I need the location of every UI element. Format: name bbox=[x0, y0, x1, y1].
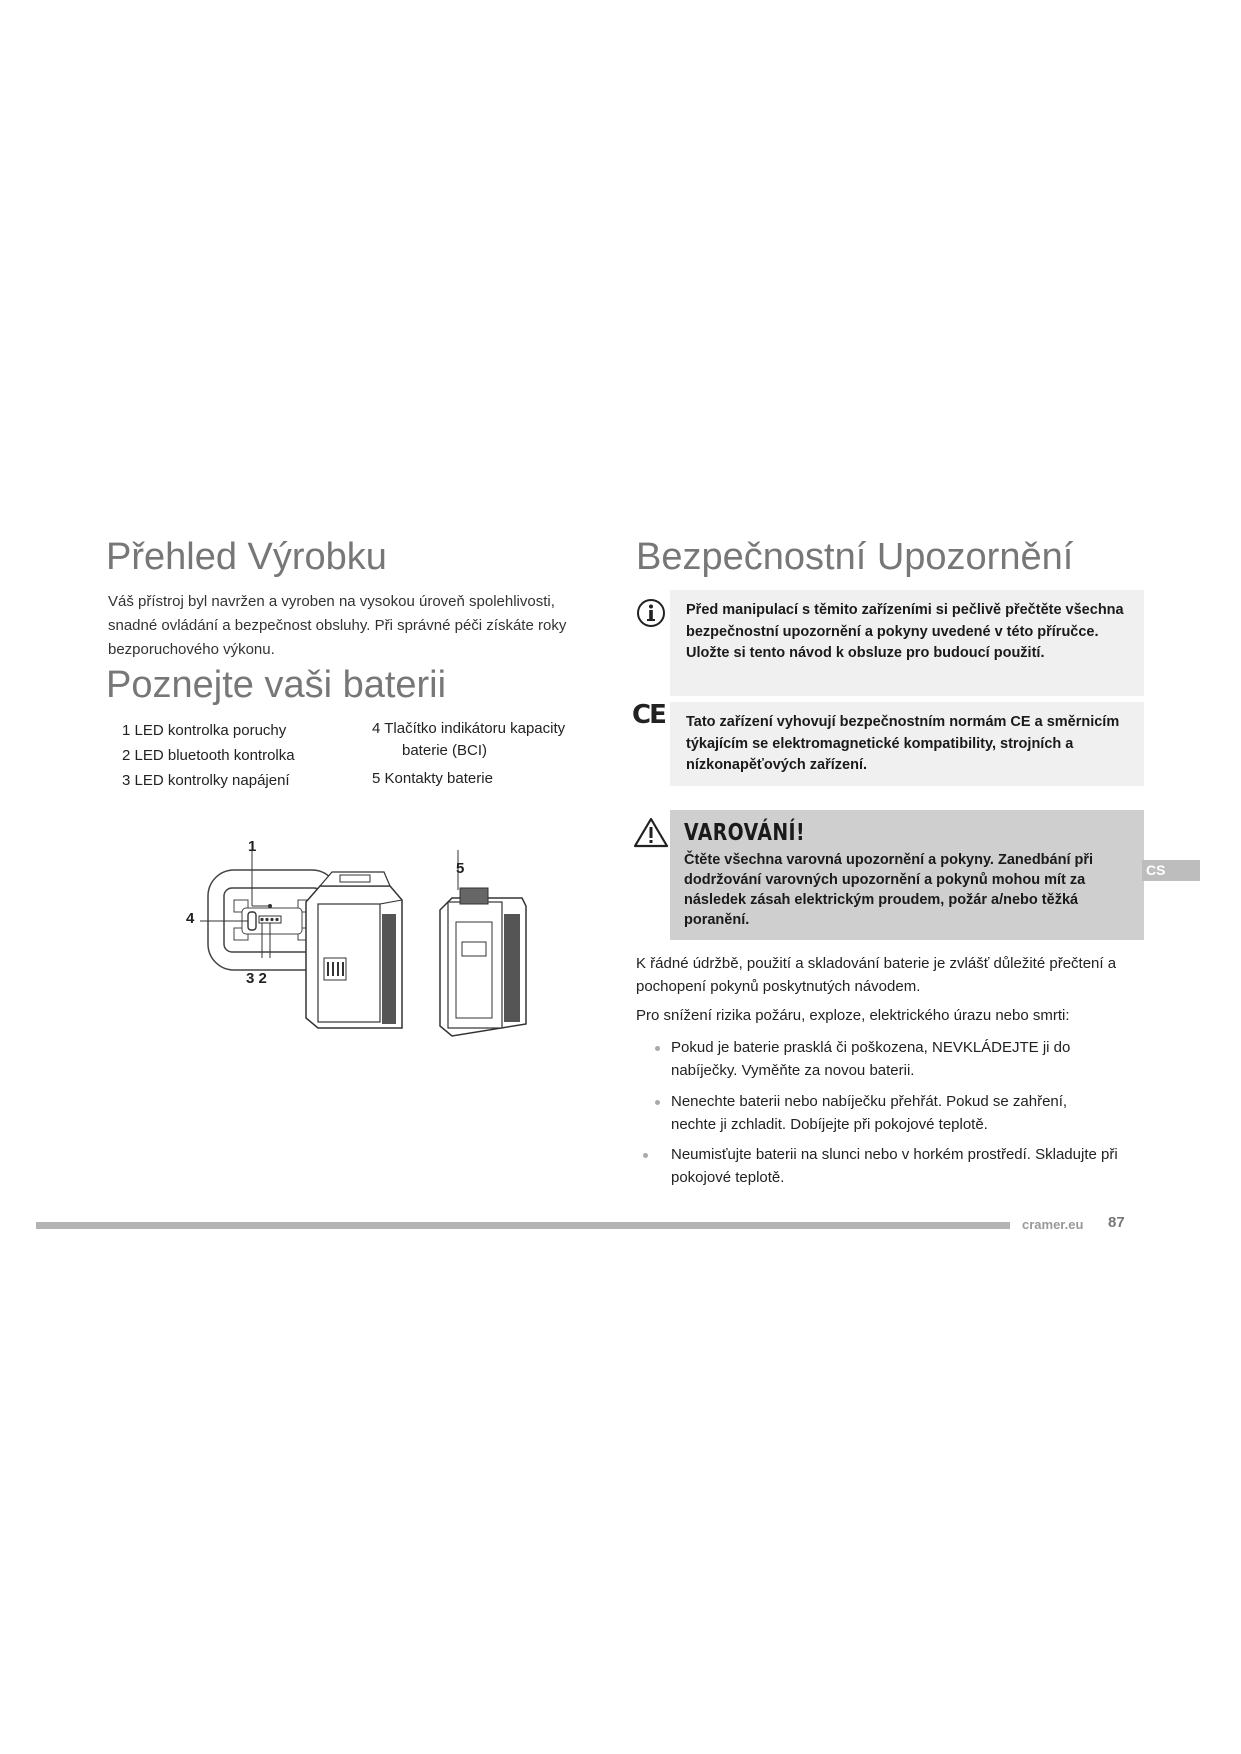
ce-mark-icon: CE bbox=[632, 700, 665, 730]
battery-illustration bbox=[170, 830, 550, 1060]
part-item: 3 LED kontrolky napájení bbox=[122, 772, 290, 789]
notice-read-instructions: Před manipulací s těmito zařízeními si pečlivě přečtěte všechna bezpečnostní upozornění a pokyny uvedené v této příručce. Uložte si tento návod k obsluze pro budoucí použití. bbox=[670, 590, 1144, 696]
intro-text: Váš přístroj byl navržen a vyroben na vysokou úroveň spolehlivosti, snadné ovládání a bezpečnost obsluhy. Při správné péči získáte roky bezporuchového výkonu. bbox=[108, 593, 567, 658]
title-safety-notices: Bezpečnostní Upozornění bbox=[636, 536, 1074, 578]
page-number: 87 bbox=[1108, 1214, 1125, 1231]
figure-label-4: 4 bbox=[186, 910, 195, 927]
parts-list-col1 bbox=[122, 718, 295, 793]
part-item: 4 Tlačítko indikátoru kapacity bbox=[372, 720, 566, 737]
warning-text: Čtěte všechna varovná upozornění a pokyny. Zanedbání při dodržování varovných upozornění a pokynů mohou mít za následek zásah elektrickým proudem, požár a/nebo těžká poranění. bbox=[684, 852, 1094, 928]
title-product-overview: Přehled Výrobku bbox=[106, 536, 387, 578]
bullet-dot bbox=[655, 1046, 660, 1051]
part-item: 2 LED bluetooth kontrolka bbox=[122, 747, 295, 764]
title-know-battery: Poznejte vaši baterii bbox=[106, 664, 447, 706]
warning-title: VAROVÁNÍ! bbox=[684, 820, 805, 846]
part-item-cont: baterie (BCI) bbox=[402, 742, 488, 759]
notice-ce-compliance: Tato zařízení vyhovují bezpečnostním normám CE a směrnicím týkajícím se elektromagnetické kompatibility, strojních a nízkonapěťových zařízení. bbox=[670, 702, 1144, 786]
battery-contacts bbox=[460, 888, 488, 904]
fault-led bbox=[268, 904, 272, 908]
warning-box bbox=[670, 810, 1144, 940]
part-item: 5 Kontakty baterie bbox=[372, 770, 493, 787]
warning-triangle-icon bbox=[633, 816, 669, 848]
figure-label-1: 1 bbox=[248, 838, 257, 855]
figure-label-3-2: 3 2 bbox=[246, 970, 267, 987]
bci-button bbox=[248, 912, 256, 930]
bullet-item: Pokud je baterie prasklá či poškozena, NEVKLÁDEJTE ji do nabíječky. Vyměňte za novou baterii. bbox=[671, 1039, 1071, 1079]
risk-paragraph: Pro snížení rizika požáru, exploze, elektrického úrazu nebo smrti: bbox=[636, 1007, 1070, 1024]
parts-list-col2 bbox=[372, 718, 565, 790]
bullet-item: Nenechte baterii nebo nabíječku přehřát. Pokud se zahření, nechte ji zchladit. Dobíjejte při pokojové teplotě. bbox=[671, 1093, 1068, 1133]
battery-grip bbox=[382, 914, 396, 1024]
bullet-item: Neumisťujte baterii na slunci nebo v horkém prostředí. Skladujte při pokojové teplotě. bbox=[671, 1146, 1118, 1186]
language-tab-cs: CS bbox=[1142, 860, 1200, 881]
bullet-dot bbox=[643, 1153, 648, 1158]
footer-site: cramer.eu bbox=[1022, 1217, 1084, 1232]
info-icon bbox=[636, 598, 666, 628]
maintenance-paragraph: K řádné údržbě, použití a skladování baterie je zvlášť důležité přečtení a pochopení pokynů poskytnutých návodem. bbox=[636, 955, 1117, 995]
part-item: 1 LED kontrolka poruchy bbox=[122, 722, 287, 739]
footer-bar bbox=[36, 1222, 1010, 1229]
bullet-dot bbox=[655, 1100, 660, 1105]
figure-label-5: 5 bbox=[456, 860, 465, 877]
